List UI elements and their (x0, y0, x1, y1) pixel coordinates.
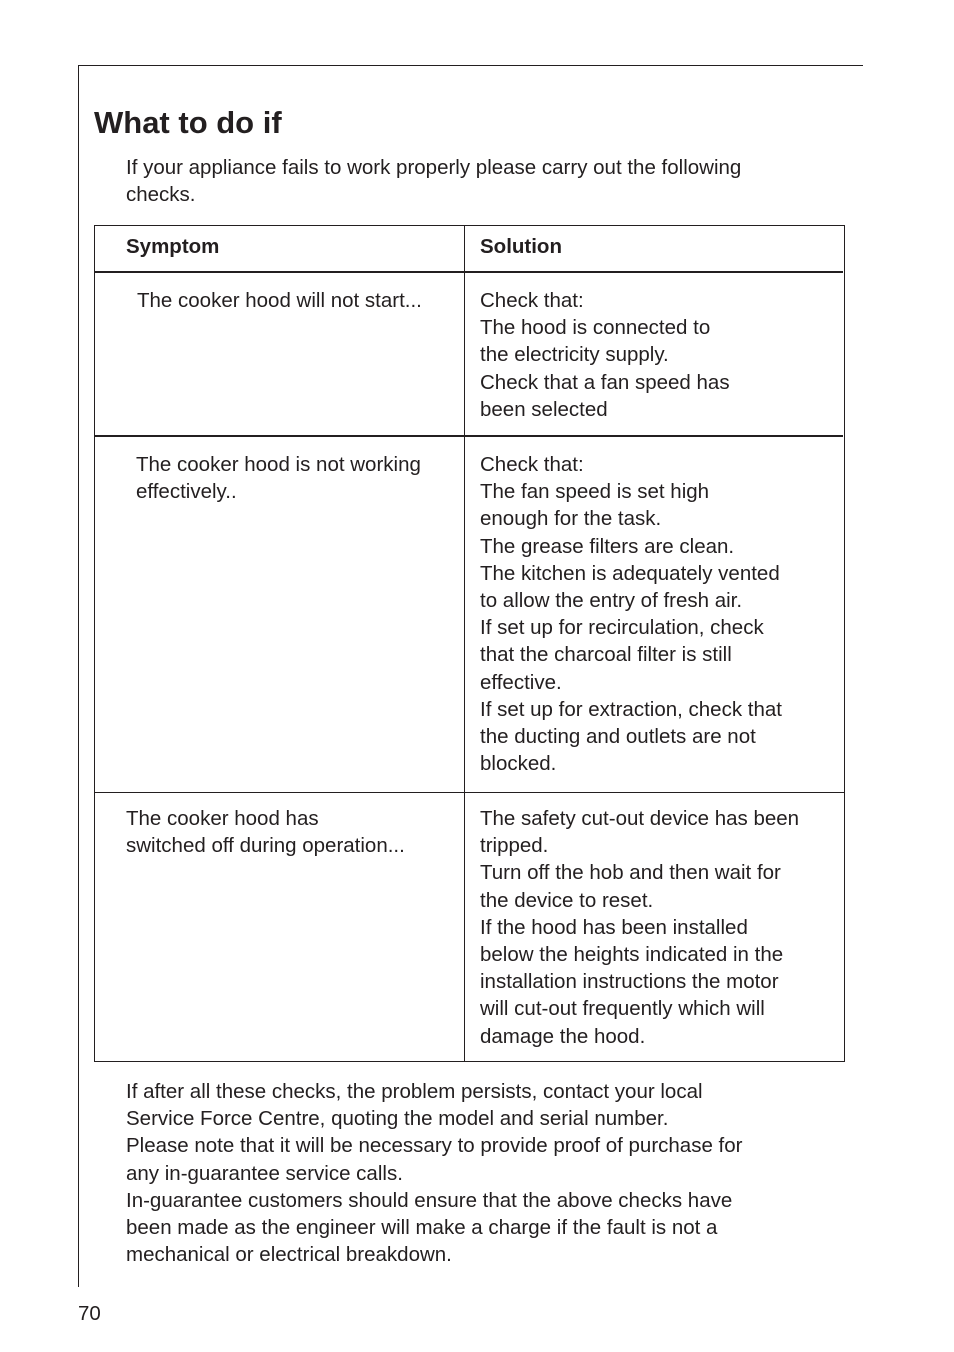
solution-line: The grease filters are clean. (480, 534, 735, 558)
solution-line: If the hood has been installed (480, 915, 748, 939)
symptom-line: The cooker hood is not working (136, 453, 421, 476)
solution-line: Check that a fan speed has (480, 370, 730, 394)
solution-line: blocked. (480, 752, 557, 776)
footer-line: any in-guarantee service calls. (126, 1161, 403, 1185)
solution-line: the ducting and outlets are not (480, 725, 756, 749)
page-number: 70 (78, 1302, 101, 1325)
footer-line: mechanical or electrical breakdown. (126, 1243, 452, 1267)
column-divider (464, 225, 465, 1062)
solution-line: below the heights indicated in the (480, 943, 784, 967)
symptom-cell (137, 287, 422, 314)
header-divider (94, 271, 843, 273)
solution-line: The fan speed is set high (480, 480, 710, 504)
symptom-cell (136, 451, 421, 505)
solution-line: tripped. (480, 834, 549, 858)
solution-line: Check that: (480, 453, 584, 476)
intro-line: checks. (126, 183, 196, 207)
footer-line: been made as the engineer will make a charge if the fault is not a (126, 1216, 718, 1240)
page-title: What to do if (94, 105, 282, 140)
solution-cell (480, 805, 799, 1050)
symptom-column-header: Symptom (126, 235, 220, 258)
solution-line: the electricity supply. (480, 343, 669, 367)
intro-paragraph (126, 154, 826, 208)
solution-line: enough for the task. (480, 507, 662, 531)
symptom-line: effectively.. (136, 480, 237, 504)
footer-line: Service Force Centre, quoting the model and serial number. (126, 1107, 669, 1131)
solution-line: The hood is connected to (480, 316, 711, 340)
left-border-rule (78, 65, 79, 1287)
solution-line: to allow the entry of fresh air. (480, 589, 743, 613)
solution-line: If set up for recirculation, check (480, 616, 764, 640)
solution-line: The safety cut-out device has been (480, 807, 800, 830)
footer-line: In-guarantee customers should ensure that the above checks have (126, 1188, 733, 1212)
solution-line: will cut-out frequently which will (480, 997, 765, 1021)
solution-line: The kitchen is adequately vented (480, 561, 780, 585)
footer-line: Please note that it will be necessary to provide proof of purchase for (126, 1134, 743, 1158)
solution-line: been selected (480, 397, 608, 421)
solution-line: effective. (480, 670, 562, 694)
solution-line: If set up for extraction, check that (480, 697, 782, 721)
symptom-line: switched off during operation... (126, 834, 405, 858)
row-divider (94, 435, 843, 437)
symptom-line: The cooker hood will not start... (137, 289, 422, 312)
intro-line: If your appliance fails to work properly please carry out the following (126, 156, 742, 179)
solution-line: installation instructions the motor (480, 970, 779, 994)
footer-paragraph (126, 1078, 826, 1268)
solution-cell (480, 287, 730, 423)
solution-line: damage the hood. (480, 1024, 646, 1048)
solution-line: the device to reset. (480, 888, 654, 912)
top-border-rule (78, 65, 863, 66)
row-divider (94, 792, 844, 793)
symptom-cell (126, 805, 405, 859)
symptom-line: The cooker hood has (126, 807, 319, 830)
solution-line: Turn off the hob and then wait for (480, 861, 781, 885)
footer-line: If after all these checks, the problem persists, contact your local (126, 1080, 703, 1103)
solution-line: that the charcoal filter is still (480, 643, 732, 667)
solution-line: Check that: (480, 289, 584, 312)
solution-column-header: Solution (480, 235, 562, 258)
solution-cell (480, 451, 782, 777)
